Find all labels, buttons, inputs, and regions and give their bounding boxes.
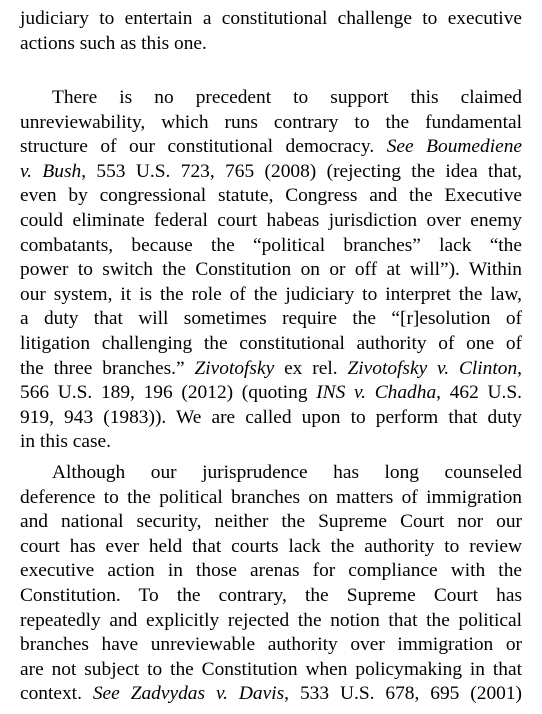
text-line [20, 209, 522, 234]
text-line [20, 135, 522, 160]
text-run: judiciary to entertain a constitutional challenge to executive [20, 8, 522, 29]
text-run: actions such as this one. [20, 32, 207, 54]
text-run: our system, it is the role of the judiciary to interpret the law, [20, 283, 522, 305]
text-run: branches have unreviewable authority over immigration or [20, 634, 522, 656]
text-line [20, 584, 522, 609]
paragraph-unreviewability [20, 86, 522, 455]
text-run: could eliminate federal court habeas jurisdiction over enemy [20, 209, 522, 231]
text-run: unreviewability, which runs contrary to the fundamental [20, 111, 522, 133]
text-line [20, 430, 522, 455]
paragraph-jurisprudence [20, 461, 522, 707]
text-run: context. [20, 683, 93, 705]
text-run: power to switch the Constitution on or off at will”). Within [20, 259, 522, 281]
text-line [20, 486, 522, 511]
paragraph-continuation [20, 7, 522, 56]
text-run: Although our jurisprudence has long counseled [52, 462, 522, 483]
text-line [20, 559, 522, 584]
text-line [20, 510, 522, 535]
text-line [20, 283, 522, 308]
citation-italic: v. Bush [20, 160, 82, 182]
text-line [20, 633, 522, 658]
text-run: , 553 U.S. 723, 765 (2008) (rejecting the idea that, [81, 160, 522, 182]
text-run: a duty that will sometimes require the “[r]esolution of [20, 308, 522, 330]
text-line [20, 535, 522, 560]
text-run: and national security, neither the Supreme Court nor our [20, 511, 522, 533]
text-run: , 462 U.S. [436, 382, 522, 404]
text-run: repeatedly and explicitly rejected the notion that the political [20, 609, 522, 631]
text-run: ex rel. [274, 357, 348, 379]
text-run: court has ever held that courts lack the authority to review [20, 535, 522, 557]
text-line [20, 307, 522, 332]
text-line [20, 332, 522, 357]
text-line [20, 461, 522, 486]
citation-italic: INS v. Chadha [316, 382, 437, 404]
text-line [20, 111, 522, 136]
text-line [20, 32, 522, 57]
text-run: 919, 943 (1983)). We are called upon to perform that duty [20, 406, 522, 428]
text-run: , 533 U.S. 678, 695 (2001) [284, 683, 522, 705]
text-run: the three branches.” [20, 357, 195, 379]
text-line [20, 406, 522, 431]
text-line [20, 682, 522, 707]
text-line [20, 160, 522, 185]
text-run: even by congressional statute, Congress and the Executive [20, 185, 522, 207]
text-run: deference to the political branches on matters of immigration [20, 486, 522, 508]
text-run: 566 U.S. 189, 196 (2012) (quoting [20, 382, 317, 404]
text-run: in this case. [20, 431, 112, 453]
text-line [20, 658, 522, 683]
citation-italic: Zivotofsky v. Clinton [347, 357, 518, 379]
text-line [20, 258, 522, 283]
text-run: Constitution. To the contrary, the Supreme Court has [20, 584, 522, 606]
text-run: structure of our constitutional democracy. [20, 136, 387, 158]
text-line [20, 357, 522, 382]
text-line [20, 86, 522, 111]
text-run: litigation challenging the constitutional authority of one of [20, 332, 522, 354]
text-line [20, 7, 522, 32]
text-line [20, 381, 522, 406]
citation-italic: Zivotofsky [194, 357, 275, 379]
text-line [20, 609, 522, 634]
citation-italic: See Boumediene [386, 136, 522, 158]
text-run: executive action in those arenas for compliance with the [20, 560, 522, 582]
text-run: There is no precedent to support this claimed [52, 87, 522, 108]
text-line [20, 234, 522, 259]
citation-italic: See Zadvydas v. Davis [92, 683, 285, 705]
text-run: , [517, 357, 523, 379]
text-line [20, 184, 522, 209]
text-run: combatants, because the “political branches” lack “the [20, 234, 522, 256]
text-run: are not subject to the Constitution when policymaking in that [20, 658, 522, 680]
